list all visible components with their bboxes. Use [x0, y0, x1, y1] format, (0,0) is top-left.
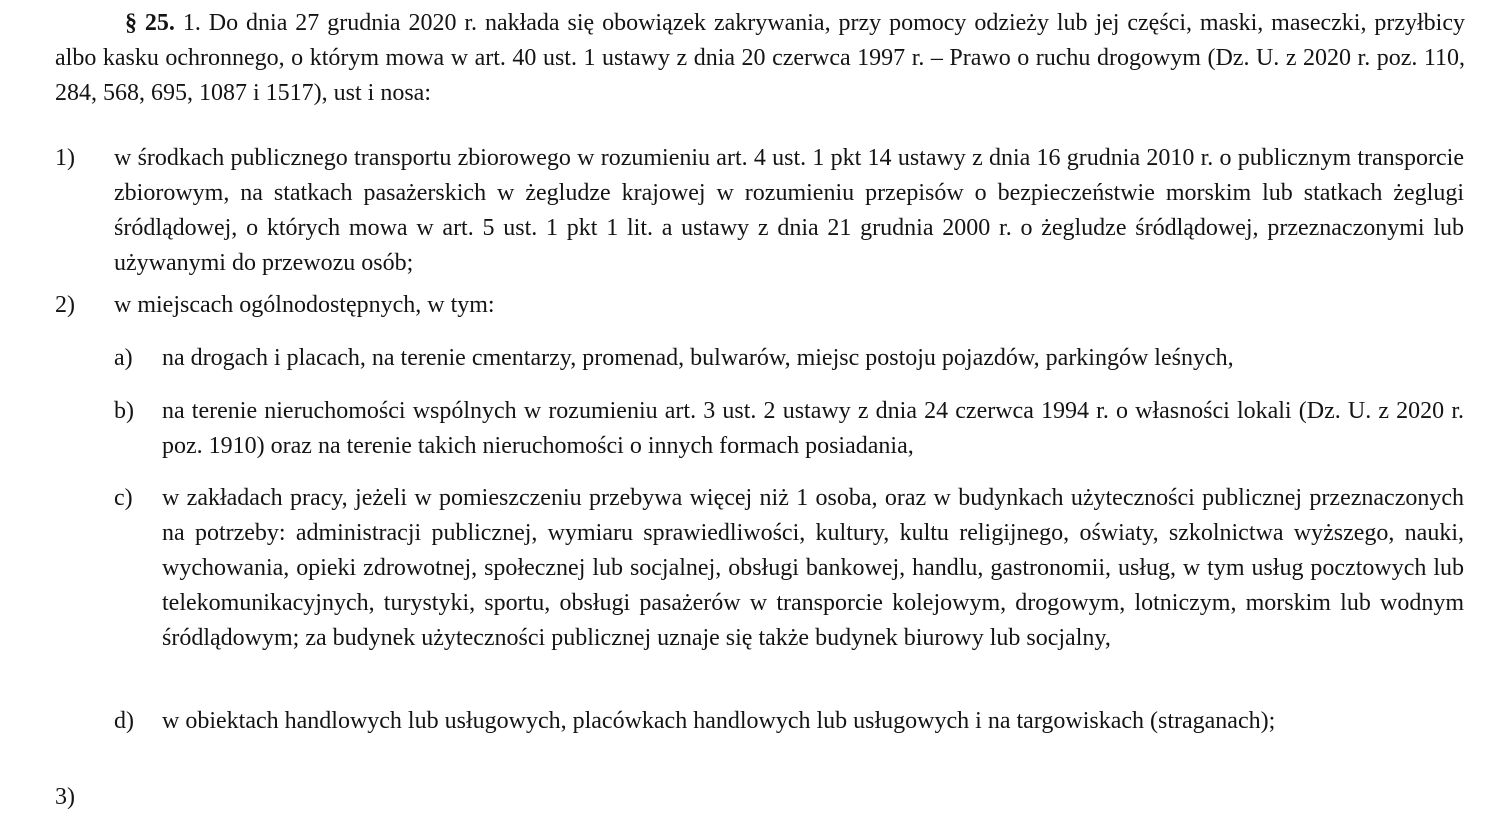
- list-subitem-text: na terenie nieruchomości wspólnych w rozumieniu art. 3 ust. 2 ustawy z dnia 24 czerwca 1994 r. o własności lokali (Dz. U. z 2020 r. poz. 1910) oraz na terenie takich nieruchomości o innych formach posiadania,: [162, 398, 1464, 459]
- list-item-number: 1): [55, 145, 75, 171]
- list-subitem-letter: a): [114, 345, 133, 371]
- list-subitem-letter: c): [114, 485, 133, 511]
- list-subitem-text: na drogach i placach, na terenie cmentarzy, promenad, bulwarów, miejsc postoju pojazdów, parkingów leśnych,: [162, 345, 1234, 371]
- section-mark: § 25.: [125, 10, 175, 36]
- list-subitem-text: w obiektach handlowych lub usługowych, placówkach handlowych lub usługowych i na targowiskach (straganach);: [162, 708, 1276, 734]
- list-item-number: 3): [55, 784, 75, 810]
- list-subitem-letter: b): [114, 398, 134, 424]
- list-subitem-letter: d): [114, 708, 134, 734]
- list-item-number: 2): [55, 292, 75, 318]
- paragraph-25-intro: [55, 6, 1465, 111]
- list-item-text: w środkach publicznego transportu zbiorowego w rozumieniu art. 4 ust. 1 pkt 14 ustawy z dnia 16 grudnia 2010 r. o publicznym transporcie zbiorowym, na statkach pasażerskich w żegludze krajowej w rozumieniu przepisów o bezpieczeństwie morskim lub statkach żeglugi śródlądowej, o których mowa w art. 5 ust. 1 pkt 1 lit. a ustawy z dnia 21 grudnia 2000 r. o żegludze śródlądowej, przeznaczonymi lub używanymi do przewozu osób;: [114, 145, 1464, 276]
- intro-text: 1. Do dnia 27 grudnia 2020 r. nakłada się obowiązek zakrywania, przy pomocy odzieży lub jej części, maski, maseczki, przyłbicy albo kasku ochronnego, o którym mowa w art. 40 ust. 1 ustawy z dnia 20 czerwca 1997 r. – Prawo o ruchu drogowym (Dz. U. z 2020 r. poz. 110, 284, 568, 695, 1087 i 1517), ust i nosa:: [55, 10, 1466, 106]
- list-item-text: w miejscach ogólnodostępnych, w tym:: [114, 292, 495, 318]
- list-subitem-text: w zakładach pracy, jeżeli w pomieszczeniu przebywa więcej niż 1 osoba, oraz w budynkach użyteczności publicznej przeznaczonych na potrzeby: administracji publicznej, wymiaru sprawiedliwości, kultury, kultu religijnego, oświaty, szkolnictwa wyższego, nauki, wychowania, opieki zdrowotnej, społecznej lub socjalnej, obsługi bankowej, handlu, gastronomii, usług, w tym usług pocztowych lub telekomunikacyjnych, turystyki, sportu, obsługi pasażerów w transporcie kolejowym, drogowym, lotniczym, morskim lub wodnym śródlądowym; za budynek użyteczności publicznej uznaje się także budynek biurowy lub socjalny,: [162, 485, 1464, 651]
